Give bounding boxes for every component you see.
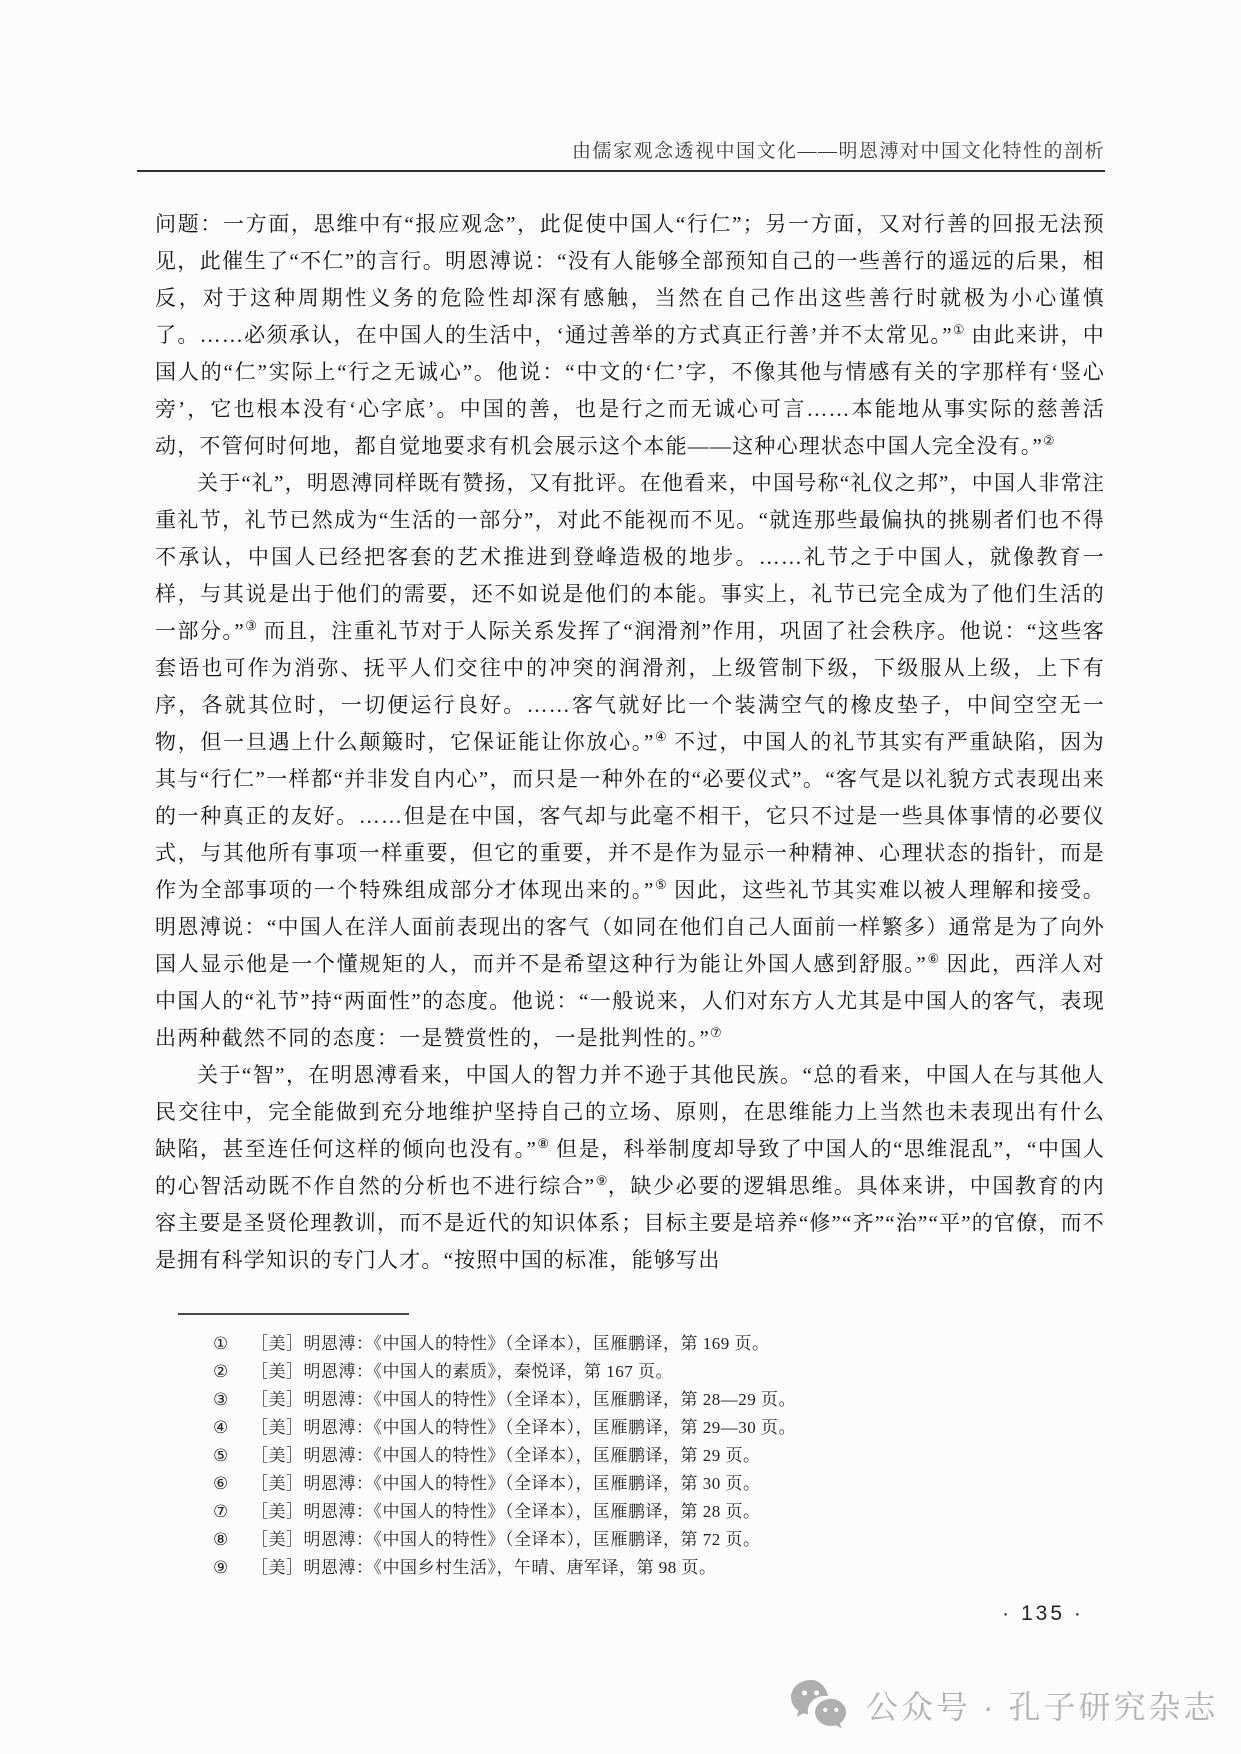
footnote-text: ［美］明恩溥：《中国人的特性》（全译本），匡雁鹏译，第 72 页。 — [251, 1530, 761, 1549]
footnote-ref: ⑤ — [654, 877, 668, 892]
text-run: 但是，科举制度却导致了中国人的“思维混乱”，“中国人的心智活动既不作自然的分析也不进行综合” — [155, 1137, 1105, 1198]
footnote-ref: ② — [1043, 433, 1055, 448]
running-header — [137, 136, 1105, 172]
text-run: 关于“智”，在明恩溥看来，中国人的智力并不逊于其他民族。“总的看来，中国人在与其他人民交往中，完全能做到充分地维护坚持自己的立场、原则，在思维能力上当然也未表现出有什么缺陷，甚至连任何这样的倾向也没有。” — [155, 1063, 1105, 1161]
footnote-text: ［美］明恩溥：《中国人的素质》，秦悦译，第 167 页。 — [251, 1362, 673, 1381]
header-rule — [137, 170, 1105, 172]
text-run: 因此，西洋人对中国人的“礼节”持“两面性”的态度。他说：“一般说来，人们对东方人尤其是中国人的客气，表现出两种截然不同的态度：一是赞赏性的，一是批判性的。” — [155, 952, 1105, 1050]
footnote-marker: ⑤ — [213, 1446, 229, 1465]
footnote-ref: ⑥ — [926, 951, 940, 966]
footnote-text: ［美］明恩溥：《中国人的特性》（全译本），匡雁鹏译，第 28 页。 — [251, 1502, 761, 1521]
footnote-text: ［美］明恩溥：《中国人的特性》（全译本），匡雁鹏译，第 30 页。 — [251, 1474, 761, 1493]
footnote-separator — [178, 1313, 409, 1315]
footnote-item — [213, 1330, 1118, 1358]
footnote-ref: ⑧ — [537, 1136, 550, 1151]
text-run: 而且，注重礼节对于人际关系发挥了“润滑剂”作用，巩固了社会秩序。他说：“这些客套语也可作为消弥、抚平人们交往中的冲突的润滑剂，上级管制下级，下级服从上级，上下有序，各就其位时，一切便运行良好。……客气就好比一个装满空气的橡皮垫子，中间空空无一物，但一旦遇上什么颠簸时，它保证能让你放心。” — [155, 619, 1105, 754]
footnote-item — [213, 1470, 1118, 1498]
wechat-icon — [788, 1678, 850, 1732]
footnote-marker: ⑨ — [213, 1558, 229, 1577]
text-run: 由此来讲，中国人的“仁”实际上“行之无诚心”。他说：“中文的‘仁’字，不像其他与情感有关的字那样有‘竖心旁’，它也根本没有‘心字底’。中国的善，也是行之而无诚心可言……本能地从事实际的慈善活动，不管何时何地，都自觉地要求有机会展示这个本能——这种心理状态中国人完全没有。” — [155, 323, 1106, 458]
footnote-ref: ① — [952, 322, 965, 337]
footnote-ref: ③ — [244, 618, 258, 633]
footnote-item — [213, 1358, 1118, 1386]
text-run: 关于“礼”，明恩溥同样既有赞扬，又有批评。在他看来，中国号称“礼仪之邦”，中国人非常注重礼节，礼节已然成为“生活的一部分”，对此不能视而不见。“就连那些最偏执的挑剔者们也不得不承认，中国人已经把客套的艺术推进到登峰造极的地步。……礼节之于中国人，就像教育一样，与其说是出于他们的需要，还不如说是他们的本能。事实上，礼节已完全成为了他们生活的一部分。” — [155, 471, 1105, 643]
article-body — [155, 206, 1105, 1279]
footnote-text: ［美］明恩溥：《中国人的特性》（全译本），匡雁鹏译，第 169 页。 — [251, 1334, 770, 1353]
footnote-marker: ④ — [213, 1418, 229, 1437]
footnote-marker: ① — [213, 1334, 229, 1353]
text-run: 因此，这些礼节其实难以被人理解和接受。明恩溥说：“中国人在洋人面前表现出的客气（如同在他们自己人面前一样繁多）通常是为了向外国人显示他是一个懂规矩的人，而并不是希望这种行为能让外国人感到舒服。” — [155, 878, 1106, 976]
footnote-marker: ③ — [213, 1390, 229, 1409]
footnotes-block — [213, 1330, 1118, 1582]
footnote-item — [213, 1386, 1118, 1414]
footnote-ref: ④ — [654, 729, 668, 744]
footnote-text: ［美］明恩溥：《中国乡村生活》，午晴、唐军译，第 98 页。 — [251, 1558, 717, 1577]
text-run: ，缺少必要的逻辑思维。具体来讲，中国教育的内容主要是圣贤伦理教训，而不是近代的知识体系；目标主要是培养“修”“齐”“治”“平”的官僚，而不是拥有科学知识的专门人才。“按照中国的标准，能够写出 — [155, 1174, 1105, 1272]
footnote-marker: ⑧ — [213, 1530, 229, 1549]
footnote-ref: ⑦ — [710, 1025, 722, 1040]
page-number: · 135 · — [1002, 1602, 1084, 1625]
footnote-text: ［美］明恩溥：《中国人的特性》（全译本），匡雁鹏译，第 29—30 页。 — [251, 1418, 796, 1437]
footnote-marker: ② — [213, 1362, 229, 1381]
watermark-text: 公众号 · 孔子研究杂志 — [866, 1689, 1219, 1725]
footnote-item — [213, 1414, 1118, 1442]
footnote-ref: ⑨ — [595, 1173, 608, 1188]
running-header-title: 由儒家观念透视中国文化——明恩溥对中国文化特性的剖析 — [571, 141, 1105, 162]
footnote-item — [213, 1498, 1118, 1526]
text-run: 问题：一方面，思维中有“报应观念”，此促使中国人“行仁”；另一方面，又对行善的回报无法预见，此催生了“不仁”的言行。明恩溥说：“没有人能够全部预知自己的一些善行的遥远的后果，相反，对于这种周期性义务的危险性却深有感触，当然在自己作出这些善行时就极为小心谨慎了。……必须承认，在中国人的生活中，‘通过善举的方式真正行善’并不太常见。” — [155, 212, 1105, 347]
footnote-text: ［美］明恩溥：《中国人的特性》（全译本），匡雁鹏译，第 28—29 页。 — [251, 1390, 796, 1409]
footnote-item — [213, 1554, 1118, 1582]
footnote-marker: ⑥ — [213, 1474, 229, 1493]
watermark — [788, 1678, 1218, 1732]
footnote-marker: ⑦ — [213, 1502, 229, 1521]
footnote-item — [213, 1526, 1118, 1554]
footnote-text: ［美］明恩溥：《中国人的特性》（全译本），匡雁鹏译，第 29 页。 — [251, 1446, 761, 1465]
footnote-item — [213, 1442, 1118, 1470]
paragraph-2 — [155, 465, 1105, 1057]
text-run: 不过，中国人的礼节其实有严重缺陷，因为其与“行仁”一样都“并非发自内心”，而只是一种外在的“必要仪式”。“客气是以礼貌方式表现出来的一种真正的友好。……但是在中国，客气却与此毫不相干，它只不过是一些具体事情的必要仪式，与其他所有事项一样重要，但它的重要，并不是作为显示一种精神、心理状态的指针，而是作为全部事项的一个特殊组成部分才体现出来的。” — [155, 730, 1106, 902]
paragraph-1 — [155, 206, 1105, 465]
paragraph-3 — [155, 1057, 1105, 1279]
